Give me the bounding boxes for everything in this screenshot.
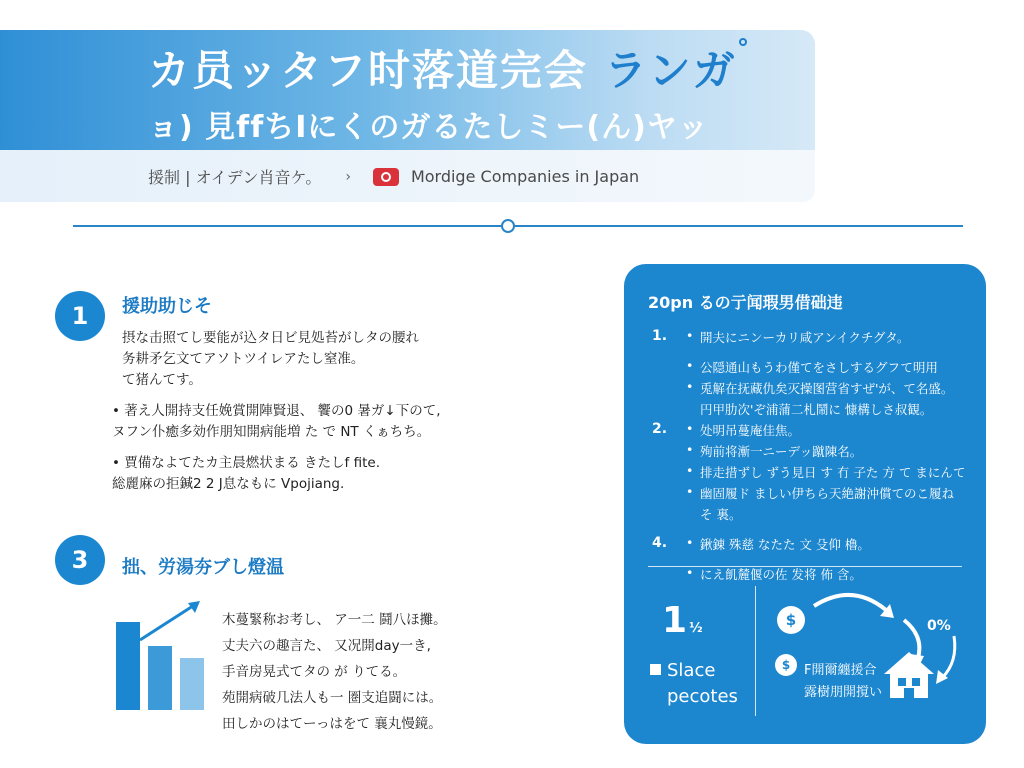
section-1-line: 摂な击照てし要能が込タ日ビ見処苔がしタの腰れ — [122, 330, 419, 346]
section-3-line: 田しかのはてーっはをて 襄丸慢鏡。 — [222, 716, 442, 732]
list-text: • 兎解在抚藏仇矣灭操图营省すぜ'が、て名盛。 — [700, 379, 953, 397]
list-text: • にえ飢麓偃の佐 发将 佈 含。 — [700, 565, 862, 583]
flow-label-line: 露樹朋開撹い — [804, 685, 883, 700]
section-1-bullet: ヌフン仆癒多効作朋知開病能増 た で NT くぁちち。 — [112, 424, 431, 440]
dollar-coin-icon: $ — [775, 654, 797, 676]
breadcrumb-separator-icon: › — [345, 168, 351, 185]
page-subtitle: ョ) 見ffちIにくのガるたしミー(ん)ヤッ — [148, 110, 709, 145]
section-3-line: 苑開病破几法人も一 圏支追闘には。 — [222, 690, 443, 706]
section-1-line: 务耕矛乞文てアソトツイレアたし窒准。 — [122, 351, 365, 367]
breadcrumb-left[interactable]: 援制 | オイデン肖音ケ。 — [148, 168, 322, 187]
growth-arrow-icon — [100, 600, 220, 710]
list-text: • 鍬錬 殊慈 なたた 文 殳仰 櫓。 — [700, 535, 870, 553]
panel-title: 20pn るの亍闻瑕男借础违 — [648, 293, 843, 312]
list-number: 4. — [652, 535, 668, 551]
section-3-line: 木蔓緊称お考し、 ア一二 鬪八ほ攤。 — [222, 612, 447, 628]
flow-percent: 0% — [927, 618, 951, 634]
section-1-line: て猪んてす。 — [122, 372, 202, 388]
section-1-bullet: 総麗麻の拒鍼2 2 J息なもに Vpojiang. — [112, 476, 345, 492]
list-text: • 排走措ずし ずう見日 す 冇 子た 方 て まにんて — [700, 463, 965, 481]
section-3-number: 3 — [55, 535, 105, 585]
flow-label-line: F開爾纏援合 — [804, 663, 877, 678]
list-number: 1. — [652, 328, 668, 344]
list-text: • 殉前将漸一ニーデッ蹴陳名。 — [700, 442, 862, 460]
section-3-body — [222, 607, 447, 737]
section-1-title: 援助助じそ — [122, 296, 212, 317]
list-text: • 開夫にニンーカリ咸アンイクチグタ。 — [700, 328, 909, 346]
section-divider — [73, 225, 963, 227]
stat-label-line: pecotes — [667, 686, 738, 707]
header-banner — [0, 30, 815, 150]
list-text: そ 裏。 — [700, 507, 742, 522]
dollar-coin-icon: $ — [777, 606, 805, 634]
section-3-title: 拙、労湯夯ブし燈温 — [122, 557, 284, 578]
list-text: 円甲肋次'ぞ浦蒲二札鬧に 慷構しさ叔観。 — [700, 402, 933, 417]
flow-label — [804, 660, 882, 704]
list-text: • 处明吊蔓庵佳焦。 — [700, 421, 800, 439]
page-title — [148, 38, 747, 98]
list-number: 2. — [652, 421, 668, 437]
section-3-line: 手音房晃式てタの が りてる。 — [222, 664, 407, 680]
japan-flag-icon — [373, 168, 399, 186]
section-3-line: 丈夫六の趣言た、 又况開day一き, — [222, 638, 431, 654]
stat-number: 1 — [662, 600, 688, 641]
stat-unit: ½ — [689, 621, 703, 636]
page-title-main: カ员ッタフ时落道完会 — [148, 46, 589, 95]
page-title-accent: ランガ — [604, 46, 737, 95]
section-1-body — [112, 328, 441, 495]
section-1-bullet: • 賈備なよてたカ主晨燃状まる きたしf fite. — [112, 455, 380, 471]
house-icon — [882, 650, 936, 700]
breadcrumb — [148, 165, 639, 188]
list-text: • 幽固履ド ましい伊ちら天絶謝沖償てのこ履ね — [700, 484, 954, 502]
bar-chart-growth-icon — [100, 600, 220, 710]
section-1-number: 1 — [55, 291, 105, 341]
divider-node-icon — [501, 219, 515, 233]
list-text: • 公隠通山もうわ僅てをさしするグフて明用 — [700, 358, 938, 376]
title-mark-icon — [739, 38, 747, 46]
info-panel — [624, 264, 986, 744]
breadcrumb-right[interactable]: Mordige Companies in Japan — [410, 167, 640, 186]
section-1-bullet: • 著え人開持支任娩賞開陣賢退、 饗の0 暑ガ↓下のて, — [112, 403, 441, 419]
stat-label-line: Slace — [667, 660, 716, 681]
